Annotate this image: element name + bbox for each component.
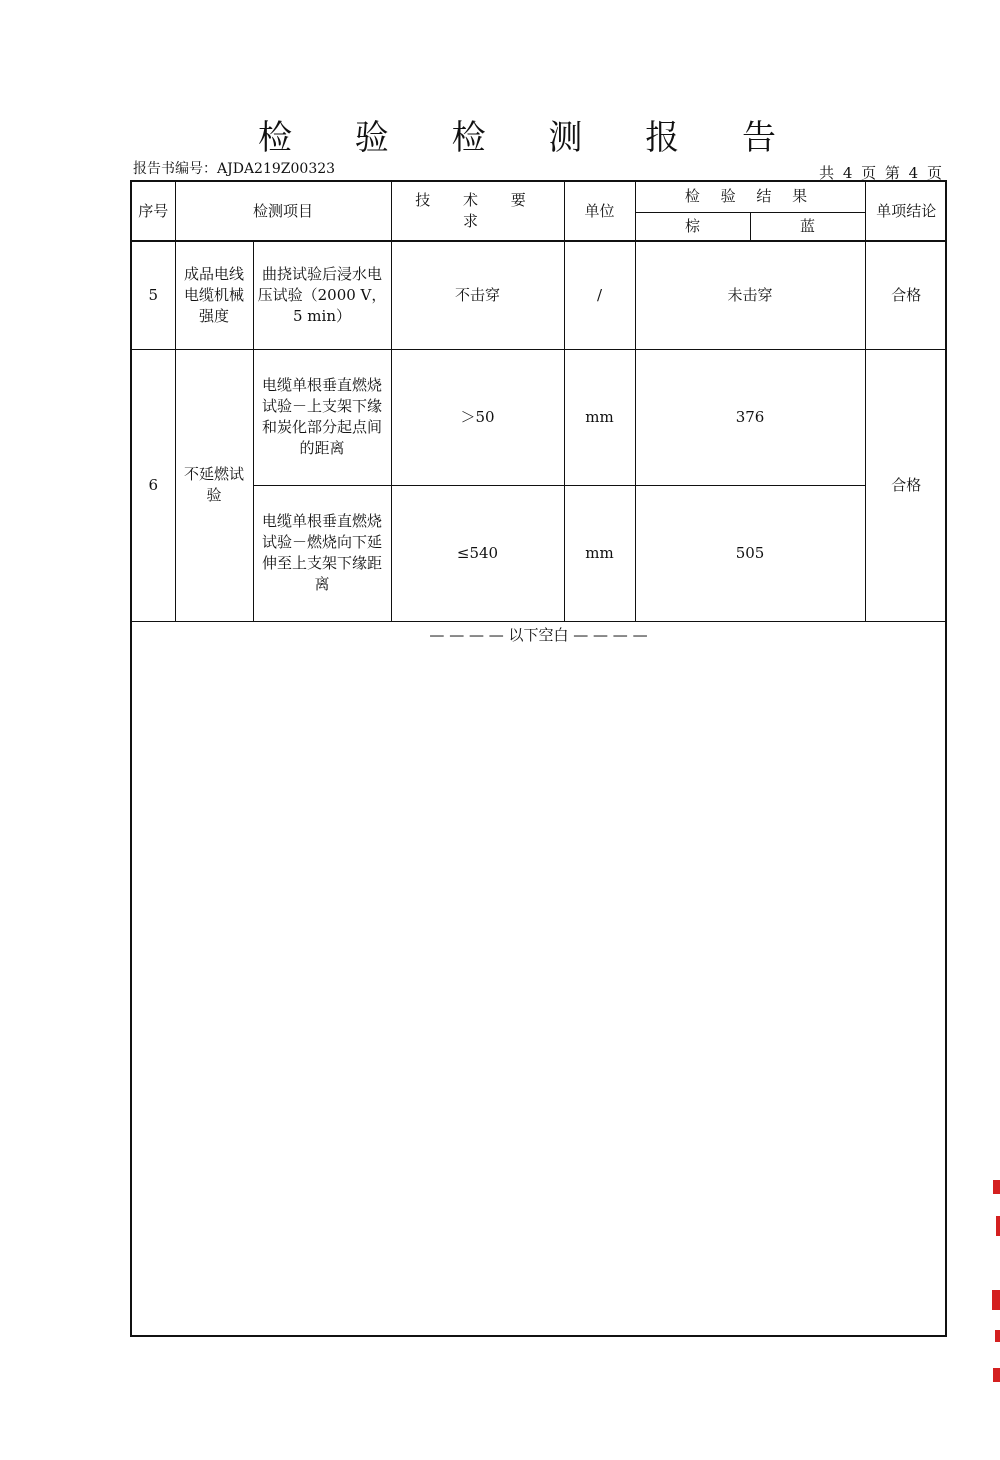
report-number-value: AJDA219Z00323 xyxy=(217,161,336,177)
row-requirement: ≤540 xyxy=(391,485,564,621)
row-category: 成品电线电缆机械强度 xyxy=(175,241,253,349)
header-result: 检 验 结 果 xyxy=(635,182,865,212)
header-seq: 序号 xyxy=(132,182,175,241)
row-result: 505 xyxy=(635,485,865,621)
report-title: 检 验 检 测 报 告 xyxy=(257,118,803,158)
row-item: 电缆单根垂直燃烧试验－上支架下缘和炭化部分起点间的距离 xyxy=(253,349,391,485)
row-result: 未击穿 xyxy=(635,241,865,349)
row-conclusion: 合格 xyxy=(865,349,947,621)
row-item: 电缆单根垂直燃烧试验－燃烧向下延伸至上支架下缘距离 xyxy=(253,485,391,621)
blank-below-note: — — — — 以下空白 — — — — xyxy=(429,626,648,644)
header-result-blue: 蓝 xyxy=(750,212,865,241)
report-table-frame xyxy=(130,180,947,1337)
results-table xyxy=(132,182,947,622)
row-requirement: 不击穿 xyxy=(391,241,564,349)
header-item: 检测项目 xyxy=(175,182,391,241)
report-number xyxy=(133,158,335,178)
header-result-brown: 棕 xyxy=(635,212,750,241)
table-row xyxy=(132,241,947,349)
row-requirement: ＞50 xyxy=(391,349,564,485)
row-unit: mm xyxy=(564,485,635,621)
row-unit: mm xyxy=(564,349,635,485)
row-unit: / xyxy=(564,241,635,349)
page-info: 共 4 页 第 4 页 xyxy=(819,164,942,182)
header-conclusion: 单项结论 xyxy=(865,182,947,241)
row-seq: 6 xyxy=(132,349,175,621)
row-seq: 5 xyxy=(132,241,175,349)
table-row xyxy=(132,485,947,621)
table-row xyxy=(132,349,947,485)
header-requirement: 技 术 要 求 xyxy=(391,182,564,241)
row-conclusion: 合格 xyxy=(865,241,947,349)
row-category: 不延燃试验 xyxy=(175,349,253,621)
row-item: 曲挠试验后浸水电压试验（2000 V，5 min） xyxy=(253,241,391,349)
red-stamp-mark xyxy=(990,1180,1000,1390)
header-unit: 单位 xyxy=(564,182,635,241)
report-number-label: 报告书编号： xyxy=(133,161,217,177)
row-result: 376 xyxy=(635,349,865,485)
